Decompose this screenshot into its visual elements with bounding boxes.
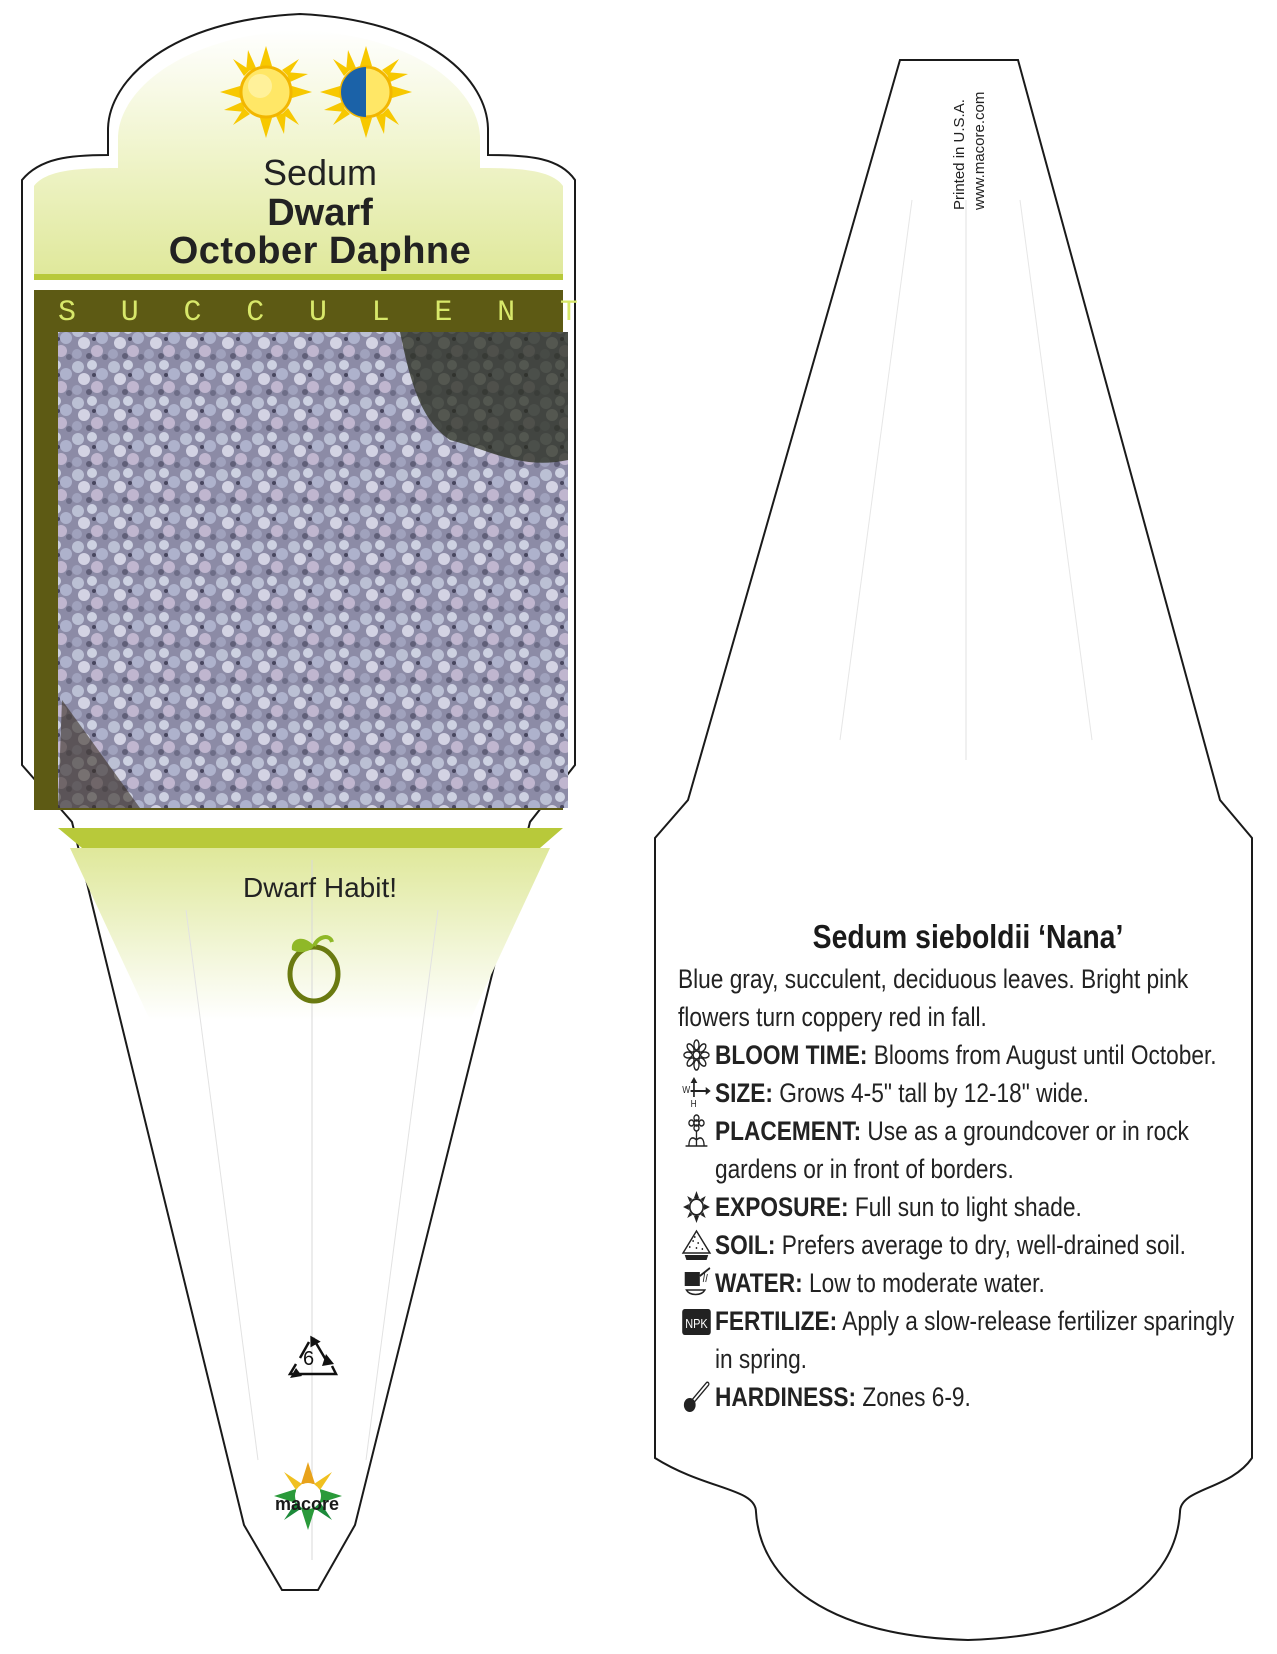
size-text: Grows 4-5" tall by 12-18" wide. [772,1078,1090,1108]
npk-label: NPK [685,1316,708,1332]
fertilize-text: Apply a slow-release fertilizer sparingly in spring. [714,1306,1235,1374]
bloom-label: BLOOM TIME: [714,1040,868,1070]
website: www.macore.com [971,91,988,210]
soil-text: Prefers average to dry, well-drained soil. [775,1230,1186,1260]
seedling-icon [284,930,344,1006]
exposure-row [678,1188,1258,1226]
category-letter: U [120,296,139,330]
garden-icon [678,1112,715,1150]
soil-row [678,1226,1258,1264]
fertilize-label: FERTILIZE: [714,1306,838,1336]
category-letter: N [497,296,516,330]
water-text: Low to moderate water. [802,1268,1045,1298]
hardiness-text: Zones 6-9. [856,1382,971,1412]
description: Blue gray, succulent, deciduous leaves. Bright pink flowers turn coppery red in fall. [678,964,1189,1032]
exposure-label: EXPOSURE: [714,1192,849,1222]
bloom-time-row [678,1036,1258,1074]
exposure-text: Full sun to light shade. [848,1192,1082,1222]
category-letter: C [183,296,202,330]
fertilize-row [678,1302,1258,1378]
npk-icon [678,1302,715,1340]
tagline: Dwarf Habit! [242,872,398,903]
size-icon-h: H [690,1098,697,1109]
size-icon-w: W [682,1084,691,1096]
bloom-text: Blooms from August until October. [867,1040,1217,1070]
full-sun-icon [218,44,314,140]
size-row [678,1074,1258,1112]
placement-label: PLACEMENT: [714,1116,862,1146]
print-info [950,92,990,210]
water-row [678,1264,1258,1302]
printed-in: Printed in U.S.A. [951,99,968,210]
recycle-number: 6 [303,1348,315,1370]
category-letter: U [308,296,327,330]
hardiness-row [678,1378,1258,1416]
placement-row [678,1112,1258,1188]
category-letter: C [246,296,265,330]
botanical-name: Sedum sieboldii ‘Nana’ [812,918,1124,955]
care-info [678,918,1258,1416]
flower-icon [678,1036,715,1074]
part-sun-icon [318,44,414,140]
sun-icon [678,1188,715,1226]
soil-icon [678,1226,715,1264]
common-name-genus: Sedum [262,152,378,193]
common-name-line2: Dwarf [267,192,373,234]
common-name-line3: October Daphne [168,230,472,272]
thermometer-icon [678,1378,715,1416]
watering-can-icon [678,1264,715,1302]
size-label: SIZE: [714,1078,773,1108]
category-letter: T [559,296,578,330]
placement-text: Use as a groundcover or in rock gardens or in front of borders. [714,1116,1189,1184]
category-letter: E [434,296,453,330]
water-label: WATER: [714,1268,803,1298]
hardiness-label: HARDINESS: [714,1382,857,1412]
soil-label: SOIL: [714,1230,776,1260]
category-label [58,296,578,330]
brand-name: macore [274,1494,340,1514]
size-arrows-icon [678,1074,715,1112]
category-letter: S [58,296,77,330]
category-letter: L [371,296,390,330]
